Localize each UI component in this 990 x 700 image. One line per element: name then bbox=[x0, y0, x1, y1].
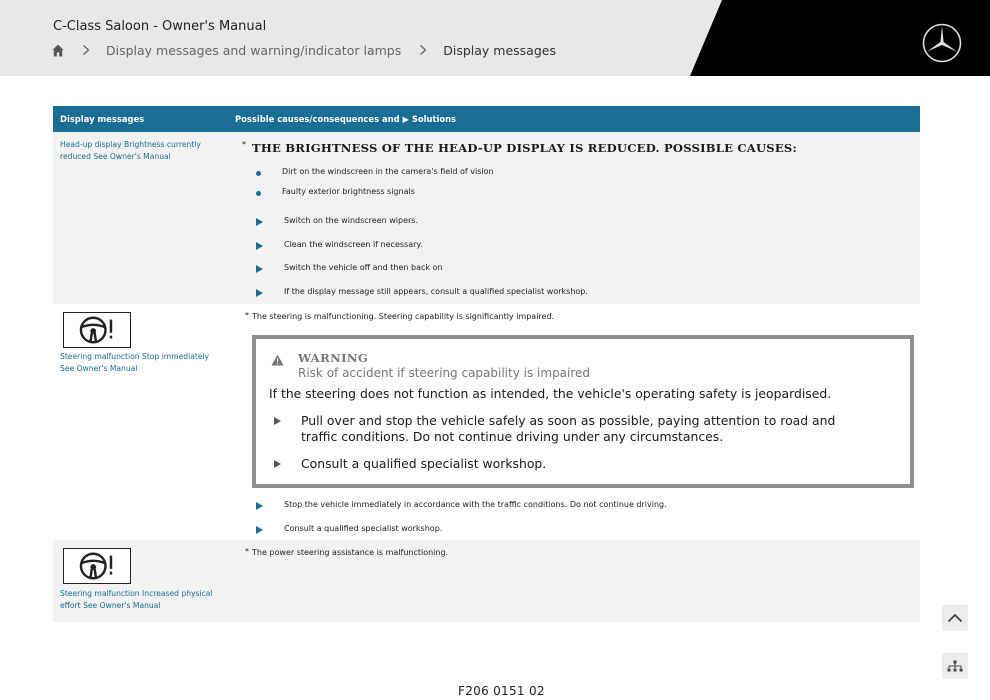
breadcrumb-link[interactable]: Display messages and warning/indicator lamps bbox=[106, 42, 402, 58]
solution-text: Clean the windscreen if necessary. bbox=[284, 239, 423, 249]
table-row bbox=[53, 132, 920, 304]
scroll-to-top-button[interactable] bbox=[942, 605, 968, 631]
breadcrumb bbox=[52, 42, 556, 58]
display-message-text: Steering malfunction Stop immediately See Owner's Manual bbox=[60, 352, 210, 373]
list-item bbox=[256, 238, 423, 250]
section-heading: THE BRIGHTNESS OF THE HEAD-UP DISPLAY IS REDUCED. POSSIBLE CAUSES: bbox=[252, 141, 797, 155]
steering-wheel-warning-icon bbox=[63, 312, 131, 348]
cause-text: Faulty exterior brightness signals bbox=[282, 187, 415, 196]
list-item bbox=[274, 456, 546, 472]
warning-triangle-icon bbox=[271, 354, 284, 366]
solution-arrow-icon bbox=[256, 218, 263, 226]
list-item bbox=[256, 285, 588, 297]
solution-arrow-icon bbox=[274, 417, 281, 425]
home-icon[interactable] bbox=[52, 44, 64, 57]
footnote-star: * bbox=[242, 140, 246, 149]
solution-text: Switch the vehicle off and then back on bbox=[284, 262, 443, 272]
solution-arrow-icon bbox=[274, 460, 281, 468]
cause-text: The power steering assistance is malfunctioning. bbox=[252, 548, 449, 557]
solution-text: Switch on the windscreen wipers. bbox=[284, 215, 418, 225]
cause-text: The steering is malfunctioning. Steering capability is significantly impaired. bbox=[252, 312, 555, 321]
list-item bbox=[256, 498, 667, 510]
sitemap-icon bbox=[947, 660, 963, 672]
chevron-right-icon bbox=[419, 45, 427, 55]
list-item bbox=[256, 522, 442, 534]
warning-instruction: Consult a qualified specialist workshop. bbox=[301, 456, 547, 471]
table-row bbox=[53, 304, 920, 540]
warning-box bbox=[252, 335, 914, 488]
chevron-up-icon bbox=[947, 613, 963, 623]
bullet-icon bbox=[256, 171, 261, 176]
cause-text: Dirt on the windscreen in the camera's field of vision bbox=[282, 167, 494, 176]
solution-arrow-icon bbox=[256, 289, 263, 297]
table-header bbox=[53, 106, 920, 132]
display-message-text: Head-up display Brightness currently reduced See Owner's Manual bbox=[60, 140, 201, 161]
page-code: F206 0151 02 bbox=[458, 684, 545, 698]
list-item bbox=[256, 214, 418, 226]
solution-text: If the display message still appears, consult a qualified specialist workshop. bbox=[284, 286, 588, 296]
solution-text: Stop the vehicle immediately in accordance with the traffic conditions. Do not continue driving. bbox=[284, 499, 667, 509]
table-row bbox=[53, 540, 920, 622]
solution-arrow-icon bbox=[256, 526, 263, 534]
solution-text: Consult a qualified specialist workshop. bbox=[284, 523, 443, 533]
chevron-right-icon bbox=[82, 45, 90, 55]
solution-arrow-icon bbox=[256, 265, 263, 273]
mercedes-star-icon[interactable] bbox=[922, 23, 962, 63]
display-message-text: Steering malfunction Increased physical effort See Owner's Manual bbox=[60, 589, 213, 610]
display-messages-table bbox=[53, 106, 920, 622]
document-title: C-Class Saloon - Owner's Manual bbox=[53, 19, 267, 34]
column-header-causes-solutions: Possible causes/consequences and ▶ Solutions bbox=[235, 114, 457, 124]
footnote-star: * bbox=[245, 311, 249, 320]
solution-arrow-icon bbox=[256, 242, 263, 250]
warning-title: WARNING bbox=[298, 351, 369, 365]
bullet-icon bbox=[256, 191, 261, 196]
list-item bbox=[256, 187, 415, 196]
warning-subtitle: Risk of accident if steering capability is impaired bbox=[298, 366, 591, 380]
breadcrumb-current: Display messages bbox=[443, 42, 556, 58]
column-header-display-messages: Display messages bbox=[60, 114, 145, 124]
list-item bbox=[256, 261, 443, 273]
sitemap-button[interactable] bbox=[942, 653, 968, 679]
warning-body: If the steering does not function as intended, the vehicle's operating safety is jeopardised. bbox=[269, 386, 832, 401]
footnote-star: * bbox=[245, 547, 249, 556]
warning-instruction: Pull over and stop the vehicle safely as soon as possible, paying attention to road and traffic conditions. Do not continue driving under any circumstances. bbox=[301, 413, 836, 444]
solution-arrow-icon bbox=[256, 502, 263, 510]
list-item bbox=[274, 413, 874, 445]
steering-wheel-warning-icon bbox=[63, 548, 131, 584]
list-item bbox=[256, 167, 494, 176]
